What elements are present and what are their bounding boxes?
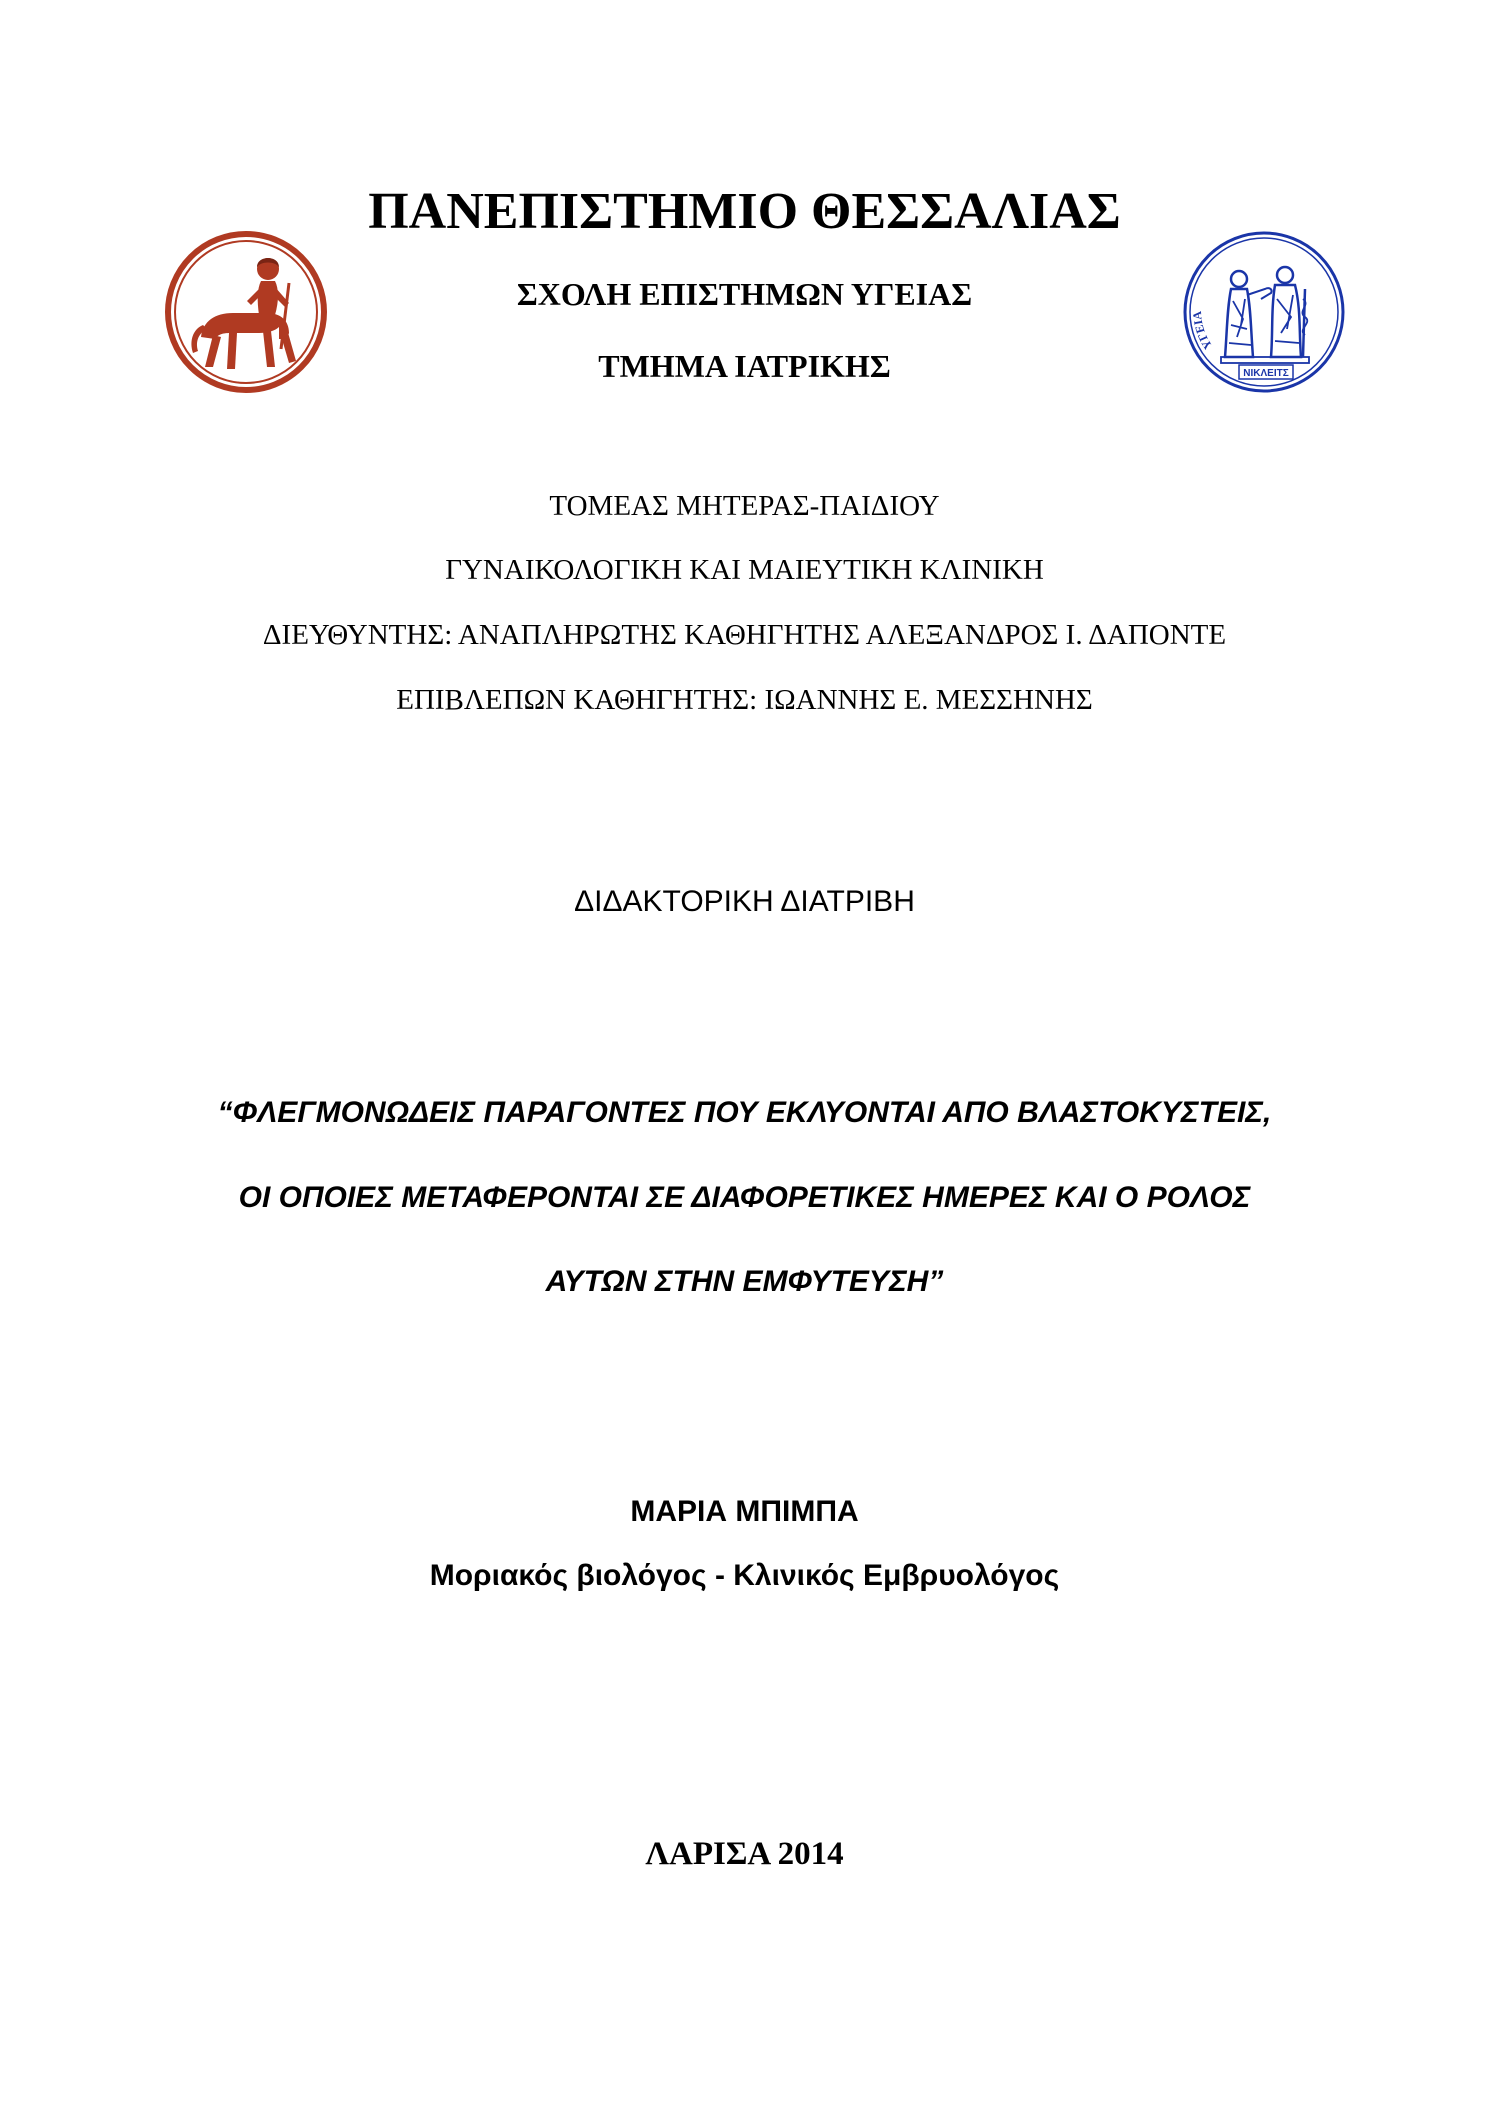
school-name: ΣΧΟΛΗ ΕΠΙΣΤΗΜΩΝ ΥΓΕΙΑΣ [516,276,973,312]
university-title: ΠΑΝΕΠΙΣΤΗΜΙΟ ΘΕΣΣΑΛΙΑΣ [368,183,1121,240]
seal-bottom-text: ΝΙΚΛΕΙΤΣ [1243,368,1289,379]
seal-left-text: ΥΓΕΙΑ [1189,310,1216,353]
thesis-title-line-2: ΟΙ ΟΠΟΙΕΣ ΜΕΤΑΦΕΡΟΝΤΑΙ ΣΕ ΔΙΑΦΟΡΕΤΙΚΕΣ ΗΜΕΡΕΣ ΚΑΙ Ο ΡΟΛΟΣ [238,1181,1251,1214]
author-name: ΜΑΡΙΑ ΜΠΙΜΠΑ [630,1495,859,1528]
department-name: ΤΜΗΜΑ ΙΑΤΡΙΚΗΣ [598,348,891,384]
sector-line: ΤΟΜΕΑΣ ΜΗΤΕΡΑΣ-ΠΑΙΔΙΟΥ [549,490,940,522]
thesis-title-line-3: ΑΥΤΩΝ ΣΤΗΝ ΕΜΦΥΤΕΥΣΗ” [545,1265,944,1298]
clinic-line: ΓΥΝΑΙΚΟΛΟΓΙΚΗ ΚΑΙ ΜΑΙΕΥΤΙΚΗ ΚΛΙΝΙΚΗ [445,554,1044,586]
thesis-title-line-1: “ΦΛΕΓΜΟΝΩΔΕΙΣ ΠΑΡΑΓΟΝΤΕΣ ΠΟΥ ΕΚΛΥΟΝΤΑΙ ΑΠΟ ΒΛΑΣΤΟΚΥΣΤΕΙΣ, [217,1096,1272,1129]
author-role: Μοριακός βιολόγος - Κλινικός Εμβρυολόγος [429,1559,1060,1592]
place-year: ΛΑΡΙΣΑ 2014 [645,1836,844,1872]
thesis-type: ΔΙΔΑΚΤΟΡΙΚΗ ΔΙΑΤΡΙΒΗ [574,885,915,918]
director-line: ΔΙΕΥΘΥΝΤΗΣ: ΑΝΑΠΛΗΡΩΤΗΣ ΚΑΘΗΓΗΤΗΣ ΑΛΕΞΑΝΔΡΟΣ Ι. ΔΑΠΟΝΤΕ [262,619,1227,651]
supervisor-line: ΕΠΙΒΛΕΠΩΝ ΚΑΘΗΓΗΤΗΣ: ΙΩΑΝΝΗΣ Ε. ΜΕΣΣΗΝΗΣ [396,684,1093,716]
